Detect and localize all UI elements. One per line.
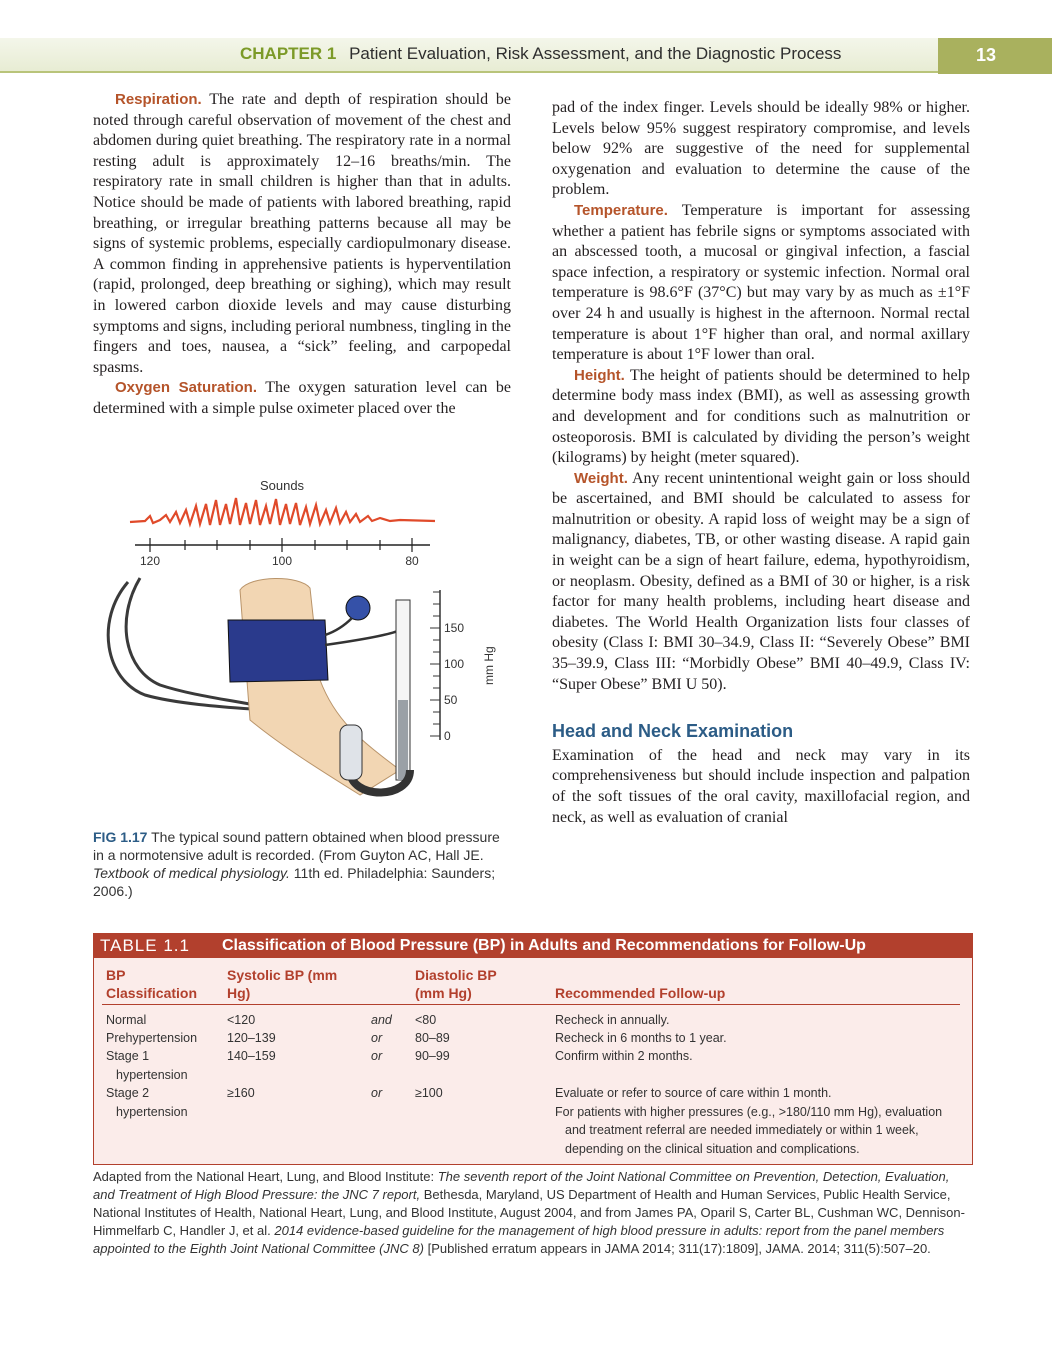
scale-label-100: 100 (271, 554, 293, 568)
figure-caption-tail: 11th ed. Philadelphia: Saunders; 2006.) (93, 865, 496, 899)
section-text: Examination of the head and neck may vary in its comprehensiveness but should include inspection and palpation of the soft tissues of the oral cavity, maxillofacial region, and neck, as well as evaluation of cranial (552, 746, 970, 826)
respiration-text: The rate and depth of respiration should be noted through careful observation of movement of the chest and abdomen during quiet breathing. The respiratory rate in a normal resting adult is approximately 12–16 breaths/min. The respiratory rate in small children is higher than that in adults. Notice should be made of patients with labored breathing, rapid breathing, or irregular breathing patterns because all may be signs of systemic problems, especially cardiopulmonary disease. A common finding in apprehensive patients is hyperventilation (rapid, prolonged, deep breathing or sighing), which may result in lowered carbon dioxide levels and may cause disturbing symptoms and signs, including perioral numbness, tingling in the fingers and toes, nausea, a “sick” feeling, and carpopedal spasms. (93, 91, 511, 376)
row-normal-conj: and (371, 1013, 392, 1027)
row-prehyp-systolic: 120–139 (227, 1031, 276, 1045)
row-stage2-class: Stage 2 hypertension (106, 1086, 188, 1119)
figure-caption (93, 828, 511, 900)
row-stage2-conj: or (371, 1086, 383, 1100)
gauge-ticks (430, 592, 440, 736)
scale-label-120: 120 (139, 554, 161, 568)
figure-caption-book: Textbook of medical physiology. (93, 865, 290, 881)
scale-label-80: 80 (405, 554, 419, 568)
respiration-heading: Respiration. (115, 91, 202, 108)
gauge-label-0: 0 (444, 729, 451, 743)
header-diastolic: Diastolic BP (mm Hg) (415, 967, 497, 1001)
weight-heading: Weight. (574, 469, 628, 487)
figure-caption-text: The typical sound pattern obtained when blood pressure in a normotensive adult is recorded. (From Guyton AC, Hall JE. (93, 829, 500, 863)
header-systolic: Systolic BP (mm Hg) (227, 967, 338, 1001)
blood-pressure-cuff (228, 620, 328, 682)
table-label: TABLE 1.1 (100, 936, 190, 955)
gauge-unit-label: mm Hg (482, 646, 496, 685)
row-stage1-class: Stage 1 hypertension (106, 1049, 188, 1082)
table-title-bar (94, 934, 972, 958)
row-stage1-rec: Confirm within 2 months. (555, 1049, 693, 1063)
height-heading: Height. (574, 366, 625, 384)
header-bp-classification: BP Classification (106, 967, 198, 1001)
oxygen-continuation: pad of the index finger. Levels should be ideally 98% or higher. Levels below 95% suggest respiratory compromise, and levels below 92% are suggestive of the need for supplemental oxygenation and evaluation to determine the cause of the problem. (552, 99, 970, 199)
row-normal-diastolic: <80 (415, 1013, 437, 1027)
inflation-bulb (346, 596, 370, 620)
page-number: 13 (976, 45, 997, 65)
gauge-label-100: 100 (444, 657, 465, 671)
row-normal-systolic: <120 (227, 1013, 256, 1027)
row-normal-class: Normal (106, 1013, 147, 1027)
bp-classification-table (93, 933, 973, 1165)
temperature-text: Temperature is important for assessing whether a patient has febrile signs or symptoms associated with an abscessed tooth, a mucosal or gingival infection, a fascial space infection, a respiratory or systemic infection. Normal oral temperature is 98.6°F (37°C) but may vary by as much as ±1°F over 24 h and usually is highest in the afternoon. Normal rectal temperature is about 1°F higher than oral, and normal axillary temperature is about 1°F lower than oral. (552, 201, 970, 364)
figure-label: FIG 1.17 (93, 829, 148, 845)
mercury-reservoir (340, 725, 362, 780)
row-stage2-systolic: ≥160 (227, 1086, 255, 1100)
row-prehyp-class: Prehypertension (106, 1031, 198, 1045)
weight-paragraph (552, 469, 970, 696)
arm-illustration (240, 578, 400, 795)
row-stage2-diastolic: ≥100 (415, 1086, 443, 1100)
oxygen-paragraph (93, 378, 511, 419)
row-normal-rec: Recheck in annually. (555, 1013, 670, 1027)
gauge-label-150: 150 (444, 621, 465, 635)
sound-waveform (130, 498, 435, 525)
table-source-note: Adapted from the National Heart, Lung, and Blood Institute: The seventh report of the Joint National Committee on Prevention, Detection, Evaluation, and Treatment of High Blood Pressure: the JNC 7 report, Bethesda, Maryland, US Department of Health and Human Services, Public Health Service, National Institutes of Health, National Heart, Lung, and Blood Institute, August 2004, and from James PA, Oparil S, Carter BL, Cushman WC, Dennison-Himmelfarb C, Handler J, et al. 2014 evidence-based guideline for the management of high blood pressure in adults: report from the panel members appointed to the Eighth Joint National Committee (JNC 8) [Published erratum appears in JAMA 2014; 311(17):1809], JAMA. 2014; 311(5):507–20. (93, 1169, 965, 1256)
row-stage1-conj: or (371, 1049, 383, 1063)
height-paragraph (552, 366, 970, 469)
row-stage1-systolic: 140–159 (227, 1049, 276, 1063)
temperature-paragraph (552, 201, 970, 366)
weight-text: Any recent unintentional weight gain or loss should be ascertained, and BMI should be calculated to assess for malnutrition or obesity. A rapid loss of weight may be a sign of malignancy, diabetes, TB, or other wasting disease. A rapid gain in weight can be a sign of heart failure, edema, hypothyroidism, or neoplasm. Obesity, defined as a BMI of 30 or higher, is a risk factor for many health problems, including heart disease and diabetes. The World Health Organization lists four classes of obesity (Class I: BMI 30–34.9, Class II: “Severely Obese” BMI 35–39.9, Class III: “Morbidly Obese” BMI 40–49.9, Class IV: “Super Obese” BMI U 50). (552, 469, 970, 693)
temperature-heading: Temperature. (574, 201, 668, 219)
chapter-title: Patient Evaluation, Risk Assessment, and the Diagnostic Process (349, 44, 842, 63)
chapter-label: CHAPTER 1 (240, 44, 337, 63)
page-number-tab (938, 38, 1052, 74)
oxygen-text: The oxygen saturation level can be determined with a simple pulse oximeter placed over the (93, 379, 511, 417)
table-header-rule (102, 1004, 960, 1005)
header-recommended: Recommended Follow-up (555, 985, 726, 1001)
row-prehyp-rec: Recheck in 6 months to 1 year. (555, 1031, 727, 1045)
section-heading: Head and Neck Examination (552, 721, 794, 742)
gauge-label-50: 50 (444, 693, 458, 707)
row-stage2-rec: Evaluate or refer to source of care within 1 month. For patients with higher pressures (e.g., >180/110 mm Hg), evaluation and treatment referral are needed immediately or within 1 week, depending on the clinical situation and complications. (555, 1086, 943, 1156)
row-prehyp-diastolic: 80–89 (415, 1031, 450, 1045)
blood-pressure-figure (100, 470, 510, 820)
height-text: The height of patients should be determined to help determine body mass index (BMI), as well as assessing growth and development and for conditions such as malnutrition or osteoporosis. BMI is calculated by dividing the person’s weight (kilograms) by height (meter squared). (552, 366, 970, 467)
right-column (552, 98, 970, 828)
header-rule (0, 71, 938, 73)
row-stage1-diastolic: 90–99 (415, 1049, 450, 1063)
respiration-paragraph (93, 90, 511, 378)
table-caption: Classification of Blood Pressure (BP) in Adults and Recommendations for Follow-Up (222, 937, 866, 954)
left-column (93, 90, 511, 420)
row-prehyp-conj: or (371, 1031, 383, 1045)
oxygen-heading: Oxygen Saturation. (115, 379, 257, 397)
running-header (240, 44, 932, 64)
sounds-label: Sounds (259, 478, 305, 493)
